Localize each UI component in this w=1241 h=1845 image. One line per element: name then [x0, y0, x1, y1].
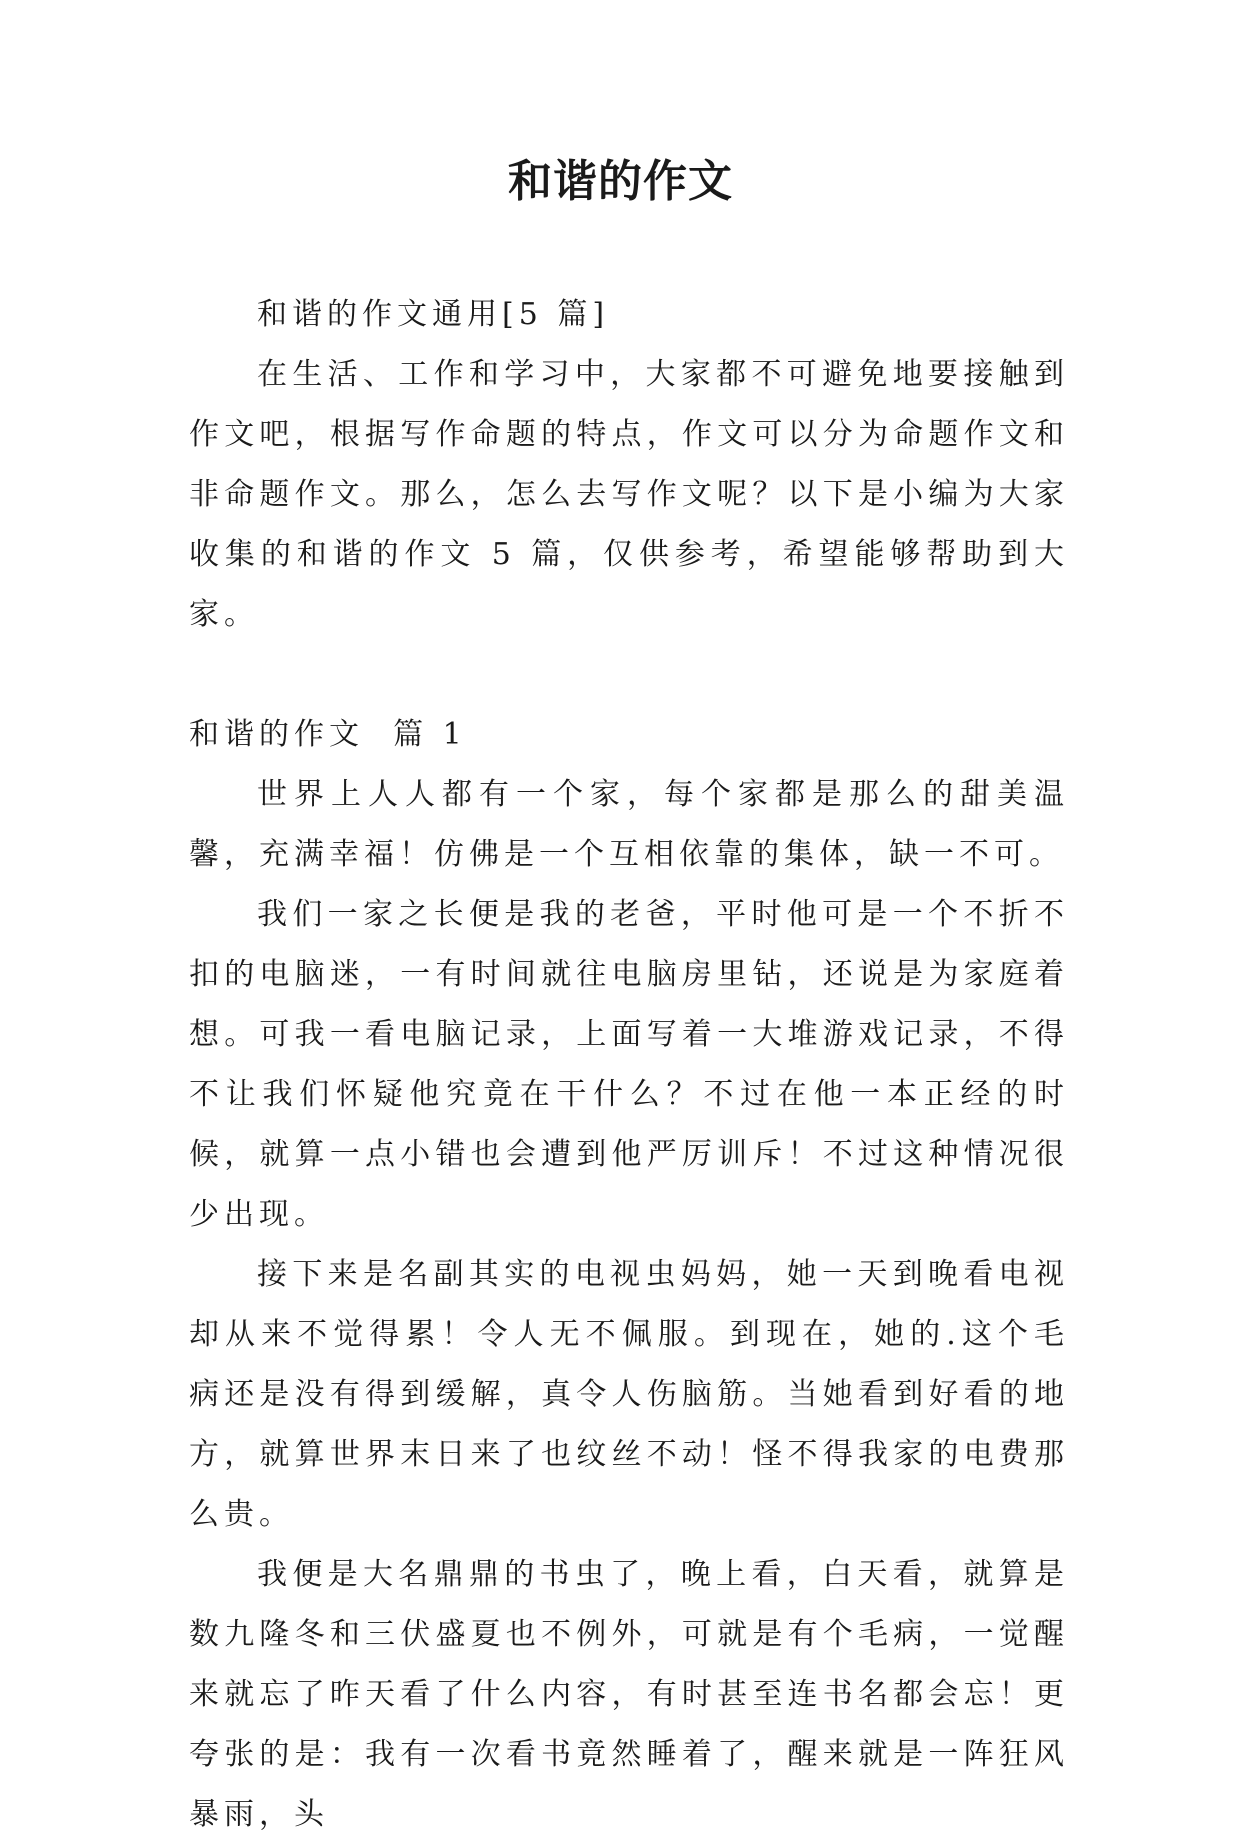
document-subtitle: 和谐的作文通用[5 篇] — [257, 297, 610, 332]
section-heading: 和谐的作文 篇 1 — [189, 717, 467, 752]
body-paragraph: 世界上人人都有一个家，每个家都是那么的甜美温馨，充满幸福！仿佛是一个互相依靠的集体，缺一不可。 — [189, 777, 1069, 872]
body-paragraph: 接下来是名副其实的电视虫妈妈，她一天到晚看电视却从来不觉得累！令人无不佩服。到现在，她的.这个毛病还是没有得到缓解，真令人伤脑筋。当她看到好看的地方，就算世界末日来了也纹丝不动！怪不得我家的电费那么贵。 — [189, 1257, 1069, 1532]
section-spacer — [189, 645, 1069, 705]
body-paragraph: 我便是大名鼎鼎的书虫了，晚上看，白天看，就算是数九隆冬和三伏盛夏也不例外，可就是有个毛病，一觉醒来就忘了昨天看了什么内容，有时甚至连书名都会忘！更夸张的是：我有一次看书竟然睡着了，醒来就是一阵狂风暴雨，头 — [189, 1557, 1069, 1832]
body-paragraph: 我们一家之长便是我的老爸，平时他可是一个不折不扣的电脑迷，一有时间就往电脑房里钻，还说是为家庭着想。可我一看电脑记录，上面写着一大堆游戏记录，不得不让我们怀疑他究竟在干什么？不过在他一本正经的时候，就算一点小错也会遭到他严厉训斥！不过这种情况很少出现。 — [189, 897, 1069, 1232]
intro-paragraph: 在生活、工作和学习中，大家都不可避免地要接触到作文吧，根据写作命题的特点，作文可以分为命题作文和非命题作文。那么，怎么去写作文呢？以下是小编为大家收集的和谐的作文 5 篇，仅供参考，希望能够帮助到大家。 — [189, 357, 1069, 632]
document-body — [189, 285, 1069, 1845]
document-title: 和谐的作文 — [508, 156, 733, 207]
